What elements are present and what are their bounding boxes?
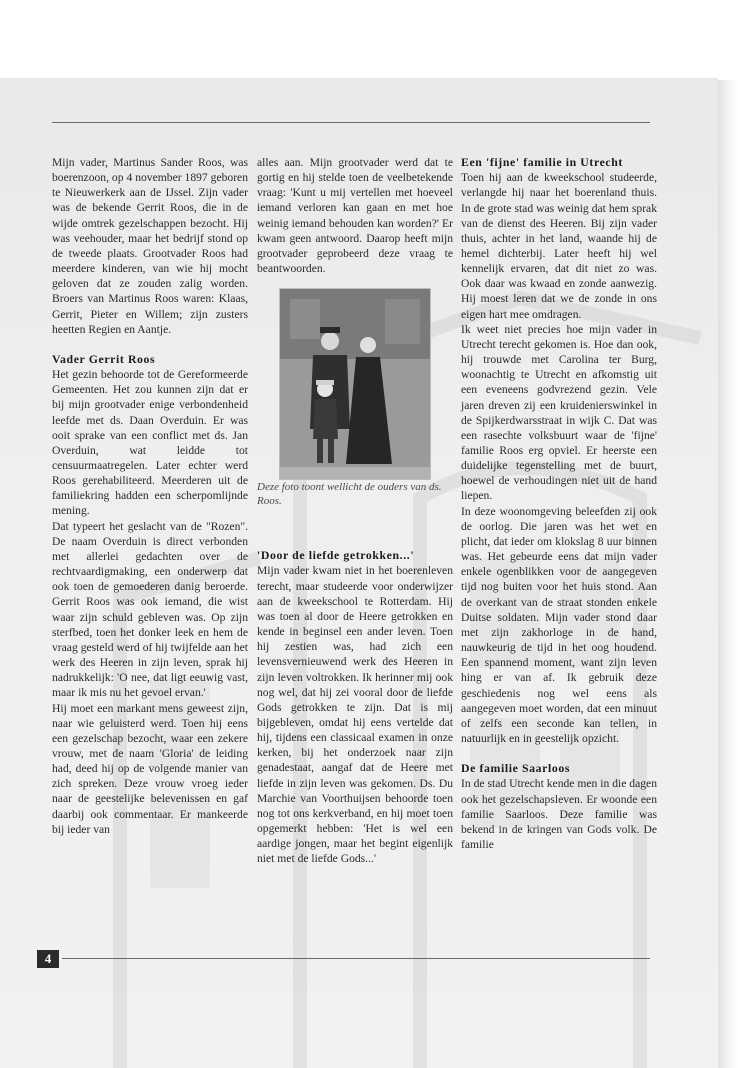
paragraph: alles aan. Mijn grootvader werd dat te gortig en hij stelde toen de veelbetekende vraag: 'Kunt u mij vertellen met hoeveel iemand verloren kan gaan en met hoe weinig iemand behouden kan worden?' Er kwam geen antwoord. Daarop heeft mijn grootvader geprobeerd deze vraag te beantwoorden. <box>257 156 453 276</box>
column-3 <box>461 155 657 852</box>
photo-caption: Deze foto toont wellicht de ouders van ds. Roos. <box>257 481 442 508</box>
paragraph: In de stad Utrecht kende men in die dagen ook het gezelschapsleven. Er woonde een familie Saarloos. Deze familie was bekend in de kringen van Gods volk. De familie <box>461 777 657 851</box>
paragraph: Het gezin behoorde tot de Gereformeerde Gemeenten. Het zou kunnen zijn dat er bij mijn grootvader enige verbondenheid leefde met ds. Daan Overduin. Er was ooit sprake van een conflict met ds. Jan Overduin, wat leidde tot censuurmaatregelen. Later echter werd Roos gerehabiliteerd. Meerderen uit de familiekring hadden een scherpomlijnde mening. <box>52 368 248 518</box>
section-heading-vader-gerrit-roos: Vader Gerrit Roos <box>52 351 156 366</box>
family-photo-illustration <box>280 289 430 479</box>
header-rule <box>52 122 650 123</box>
paragraph: Mijn vader kwam niet in het boerenleven terecht, maar studeerde voor onderwijzer aan de kweekschool te Rotterdam. Hij was toen al door de Heere getrokken en kende in beginsel een ander leven. Toen hij zestien was, had zich een levensvernieuwend werk des Heeren in zijn leven voltrokken. Ik herinner mij ook nog wel, dat hij zei vooral door de liefde Gods getrokken te zijn. Dat is mij bijgebleven, omdat hij eens vertelde dat hij, tijdens een classicaal examen in onze kerken, bij het onderzoek naar zijn genadestaat, aangaf dat de Heere met liefde in zijn leven was gekomen. Ds. Du Marchie van Voorthuijsen behoorde toen nog tot ons kerkverband, en hij moet toen opgemerkt hebben: 'Het is wel een aardige jongen, maar het begint eigenlijk niet met de liefde Gods...' <box>257 564 453 866</box>
family-photo-icon <box>279 288 431 480</box>
paragraph: In deze woonomgeving beleefden zij ook de oorlog. Die jaren was het wet en plicht, dat ieder om klokslag 8 uur binnen was. Het gebeurde eens dat mijn vader enkele ogenblikken voor de aangegeven tijd nog buiten voor het huis stond. Aan de overkant van de straat stonden enkele Duitse soldaten. Mijn vader stond daar met zijn zakhorloge in de hand, nauwkeurig de tijd in het oog houdend. Een spannend moment, want zijn leven hing er van af. Ik gebruik deze geschiedenis nog wel eens als aangegeven moet worden, dat een minuut of zelfs een seconde kan tellen, in natuurlijk en in geestelijk opzicht. <box>461 504 657 745</box>
page-edge-shadow <box>718 80 738 1068</box>
column-1 <box>52 155 248 837</box>
intro-paragraph: Mijn vader, Martinus Sander Roos, was boerenzoon, op 4 november 1897 geboren te Nieuwerkerk aan de IJssel. Zijn vader was de bekende Gerrit Roos, die in de wijde omtrek gezelschappen bezocht. Hij was veehouder, maar het bedrijf stond op de tweede plaats. Grootvader Roos had meerdere kinderen, van wie hij mocht geloven dat ze zouden zalig worden. Broers van Martinus Roos waren: Klaas, Gerrit, Pieter en Willem; zijn zusters heetten Regien en Aantje. <box>52 156 248 336</box>
paragraph: Hij moet een markant mens geweest zijn, naar wie geluisterd werd. Toen hij eens een gezelschap bezocht, waar een zekere vrouw, met de naam 'Gloria' de leiding had, deed hij op de volgende manier van zich spreken. Deze vrouw vroeg ieder naar de geestelijke belevenissen en gaf daarbij ook commentaar. Er mankeerde bij ieder van <box>52 701 248 836</box>
paragraph: Toen hij aan de kweekschool studeerde, verlangde hij naar het boerenland thuis. In de grote stad was weinig dat hem sprak van de dienst des Heeren. Bij zijn vader thuis, achter in het land, waande hij de hemel dichterbij. Later heeft hij wel kennelijk ervaren, dat dit niet zo was. Ook daar was kwaad en zonde aanwezig. Hij moest leren dat we de zonde in ons eigen hart mee omdragen. <box>461 171 657 321</box>
page-number: 4 <box>37 950 59 968</box>
paragraph: Ik weet niet precies hoe mijn vader in Utrecht terecht gekomen is. Hoe dan ook, hij trouwde met Carolina ter Burg, woonachtig te Utrecht en afkomstig uit een eveneens godvrezend gezin. Vele jaren dreven zij een kruidenierswinkel in de Spijkerdwarsstraat in wijk C. Dat was een rasechte volksbuurt waar de 'fijne' familie Roos erg opviel. Er heerste een duidelijke tegenstelling met de buurt, hoewel de verhoudingen niet uit de hand liepen. <box>461 322 657 503</box>
paragraph: Dat typeert het geslacht van de "Rozen". De naam Overduin is direct verbonden met allerlei gedachten over de rechtvaardigmaking, een onderwerp dat ook toen de gemoederen danig beroerde. Gerrit Roos was ook iemand, die wist waar zijn schuld gebleven was. Op zijn sterfbed, toen het donker leek en hem de vraag gesteld werd of hij twijfelde aan het werk des Heeren in zijn leven, sprak hij nadrukkelijk: 'O nee, dat ligt eeuwig vast, maar ik mis nu het gevoel ervan.' <box>52 519 248 700</box>
footer-rule <box>62 958 650 959</box>
scan-margin <box>0 0 738 78</box>
section-heading-fijne-familie-utrecht: Een 'fijne' familie in Utrecht <box>461 155 623 169</box>
section-heading-door-de-liefde-getrokken: 'Door de liefde getrokken...' <box>257 548 415 563</box>
column-2 <box>257 155 453 867</box>
section-heading-familie-saarloos: De familie Saarloos <box>461 761 571 776</box>
